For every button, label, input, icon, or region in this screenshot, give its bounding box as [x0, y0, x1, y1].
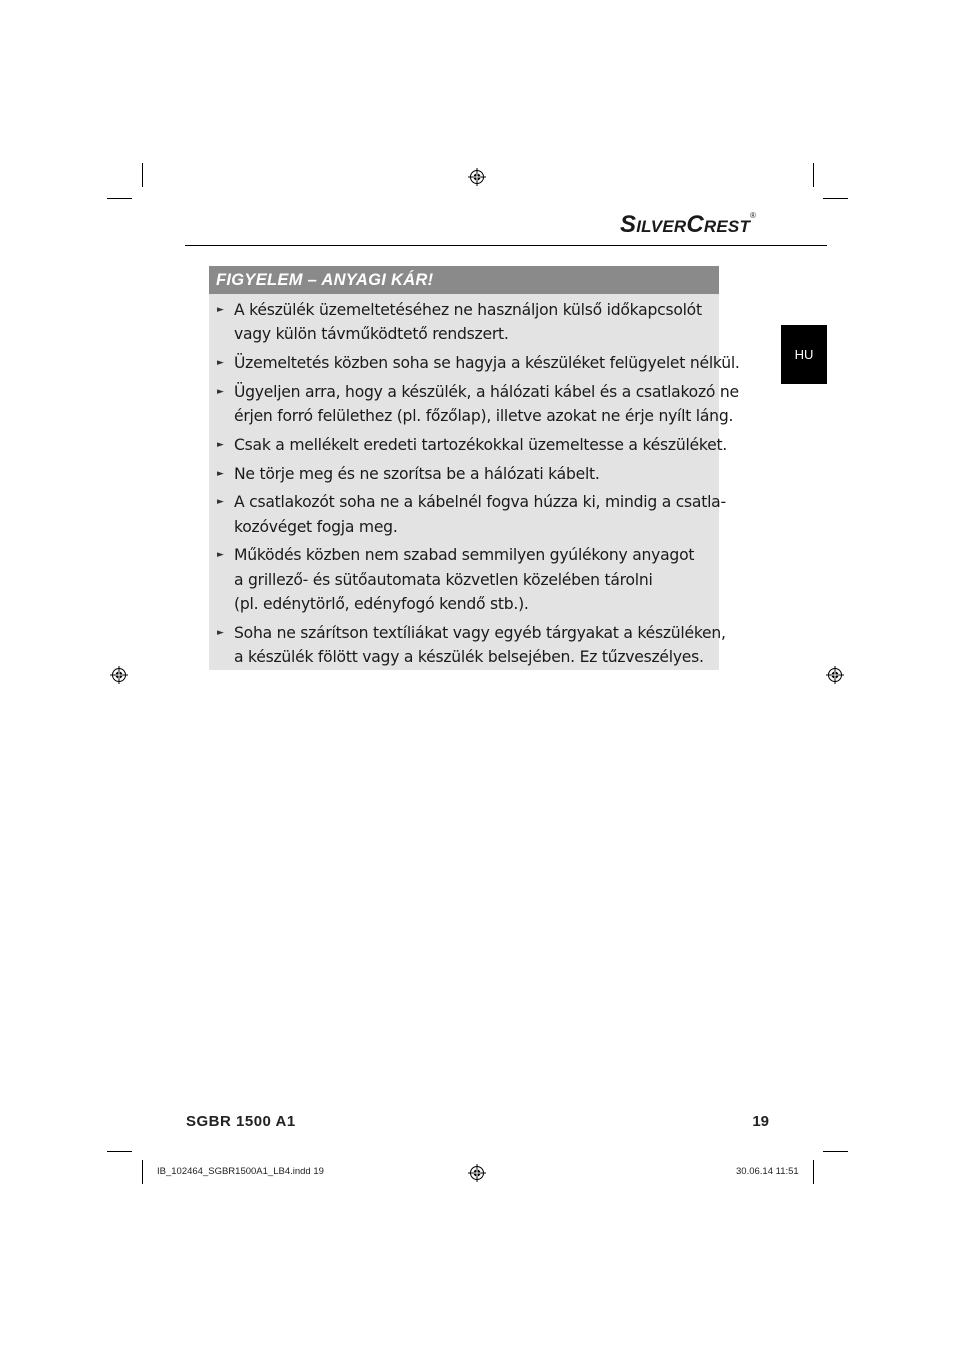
print-slug-timestamp: 30.06.14 11:51: [736, 1166, 799, 1177]
bullet-arrow-icon: ►: [217, 550, 224, 561]
warning-item-line: vagy külön távműködtető rendszert.: [234, 325, 509, 344]
bullet-arrow-icon: ►: [217, 358, 224, 368]
crop-mark: [107, 1151, 132, 1152]
warning-item-line: Soha ne szárítson textíliákat vagy egyéb tárgyakat a készüléken,: [234, 623, 726, 642]
warning-list: [209, 294, 740, 669]
header-rule: [185, 245, 827, 246]
warning-item-line: kozóvéget fogja meg.: [234, 517, 398, 536]
warning-item: [209, 490, 726, 538]
language-tab: HU: [781, 325, 827, 384]
warning-item: [209, 380, 739, 428]
bullet-arrow-icon: ►: [217, 497, 224, 508]
warning-item-line: Üzemeltetés közben soha se hagyja a készüléket felügyelet nélkül.: [234, 354, 740, 372]
warning-item-line: érjen forró felülethez (pl. főzőlap), illetve azokat ne érje nyílt láng.: [234, 407, 734, 425]
warning-item: [209, 621, 726, 669]
print-slug-file: IB_102464_SGBR1500A1_LB4.indd 19: [157, 1166, 324, 1177]
crop-mark: [813, 1160, 814, 1184]
registration-mark-icon: [826, 666, 844, 684]
crop-mark: [823, 198, 848, 199]
bullet-arrow-icon: ►: [217, 439, 224, 450]
warning-item: [209, 462, 719, 486]
warning-item-line: A csatlakozót soha ne a kábelnél fogva húzza ki, mindig a csatla-: [234, 493, 726, 512]
registration-mark-icon: [110, 666, 128, 684]
registration-mark-icon: [468, 1164, 486, 1182]
warning-item: [209, 298, 719, 346]
bullet-arrow-icon: ►: [217, 627, 224, 638]
warning-item: [209, 543, 719, 616]
warning-item-line: (pl. edénytörlő, edényfogó kendő stb.).: [234, 594, 529, 613]
silvercrest-logo: SILVERCREST®: [620, 211, 757, 238]
warning-item-line: a készülék fölött vagy a készülék belsejében. Ez tűzveszélyes.: [234, 647, 704, 666]
registration-mark-icon: [468, 168, 486, 186]
crop-mark: [142, 163, 143, 187]
bullet-arrow-icon: ►: [217, 386, 224, 397]
warning-item: [209, 433, 728, 457]
crop-mark: [107, 198, 132, 199]
warning-item-line: Csak a mellékelt eredeti tartozékokkal üzemeltesse a készüléket.: [234, 435, 728, 454]
warning-item-line: Ne törje meg és ne szorítsa be a hálózati kábelt.: [234, 464, 600, 483]
bullet-arrow-icon: ►: [217, 468, 224, 479]
warning-box: [209, 266, 740, 670]
crop-mark: [142, 1160, 143, 1184]
warning-item-line: a grillező- és sütőautomata közvetlen közelében tárolni: [234, 570, 653, 589]
page-number: 19: [752, 1113, 769, 1130]
model-number: SGBR 1500 A1: [186, 1113, 296, 1130]
warning-item-line: Működés közben nem szabad semmilyen gyúlékony anyagot: [234, 546, 695, 565]
warning-item: [209, 351, 740, 375]
crop-mark: [823, 1151, 848, 1152]
bullet-arrow-icon: ►: [217, 305, 224, 315]
crop-mark: [813, 163, 814, 187]
warning-item-line: A készülék üzemeltetéséhez ne használjon külső időkapcsolót: [234, 301, 702, 319]
warning-heading: FIGYELEM – ANYAGI KÁR!: [209, 266, 719, 294]
warning-item-line: Ügyeljen arra, hogy a készülék, a hálózati kábel és a csatlakozó ne: [234, 382, 739, 401]
